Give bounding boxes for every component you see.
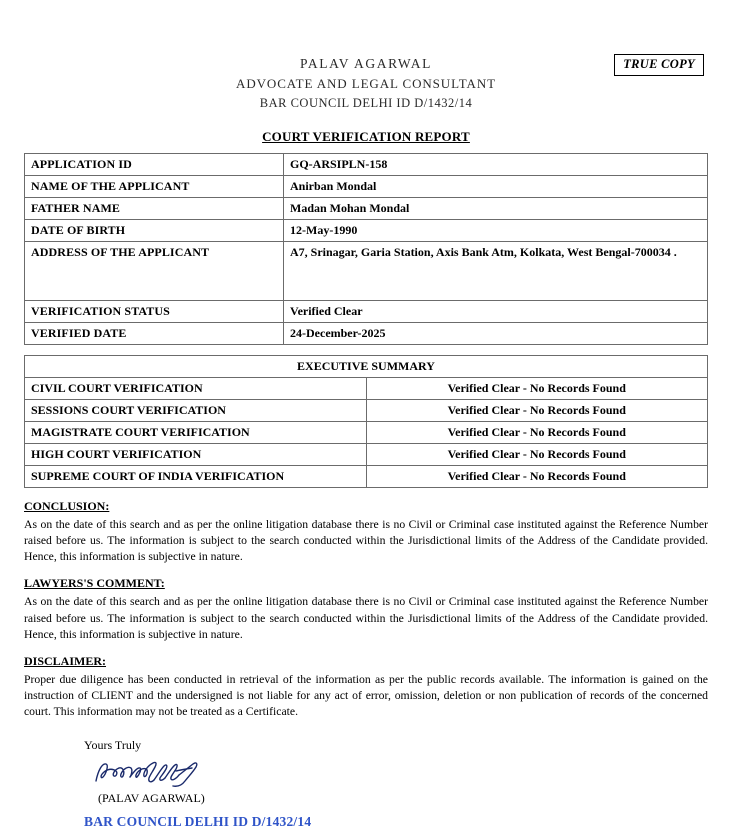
row-label: APPLICATION ID — [25, 154, 284, 176]
signature-block — [24, 738, 708, 830]
row-value: A7, Srinagar, Garia Station, Axis Bank Atm, Kolkata, West Bengal-700034 . — [284, 242, 708, 301]
summary-row-label: HIGH COURT VERIFICATION — [25, 444, 367, 466]
lawyers-comment-title: LAWYERS'S COMMENT: — [24, 576, 165, 591]
letterhead-bar-council-id: BAR COUNCIL DELHI ID D/1432/14 — [259, 96, 473, 110]
row-label: NAME OF THE APPLICANT — [25, 176, 284, 198]
row-value: GQ-ARSIPLN-158 — [284, 154, 708, 176]
true-copy-stamp: TRUE COPY — [614, 54, 704, 76]
row-value: 12-May-1990 — [284, 220, 708, 242]
row-value: 24-December-2025 — [284, 323, 708, 345]
summary-row-value: Verified Clear - No Records Found — [366, 422, 708, 444]
table-row — [25, 444, 708, 466]
table-row — [25, 198, 708, 220]
table-row — [25, 422, 708, 444]
summary-row-value: Verified Clear - No Records Found — [366, 378, 708, 400]
letterhead — [24, 56, 708, 111]
row-label: FATHER NAME — [25, 198, 284, 220]
disclaimer-title: DISCLAIMER: — [24, 653, 107, 668]
conclusion-section — [24, 499, 708, 565]
table-row — [25, 323, 708, 345]
table-row — [25, 378, 708, 400]
summary-row-value: Verified Clear - No Records Found — [366, 444, 708, 466]
executive-summary-table — [24, 355, 708, 488]
applicant-details-table — [24, 153, 708, 345]
advocate-role: ADVOCATE AND LEGAL CONSULTANT — [236, 76, 496, 91]
yours-truly-label: Yours Truly — [84, 738, 142, 753]
summary-row-label: SUPREME COURT OF INDIA VERIFICATION — [25, 466, 367, 488]
table-row — [25, 176, 708, 198]
conclusion-body: As on the date of this search and as per the online litigation database there is no Civil or Criminal case instituted against the Reference Number raised before us. The information is subject to the search conducted within the Jurisdictional limits of the Address of the Candidate provided. Hence, this information is subjective in nature. — [24, 518, 708, 564]
lawyers-comment-section — [24, 576, 708, 642]
row-label: VERIFIED DATE — [25, 323, 284, 345]
lawyers-comment-body: As on the date of this search and as per the online litigation database there is no Civil or Criminal case instituted against the Reference Number raised before us. The information is subject to the search conducted within the Jurisdictional limits of the Address of the Candidate provided. Hence, this information is subjective in nature. — [24, 595, 708, 641]
table-row — [25, 400, 708, 422]
signature-name: (PALAV AGARWAL) — [98, 791, 205, 806]
row-value: Anirban Mondal — [284, 176, 708, 198]
table-row — [25, 220, 708, 242]
row-label: ADDRESS OF THE APPLICANT — [25, 242, 284, 301]
disclaimer-body: Proper due diligence has been conducted in retrieval of the information as per the public records available. The information is gained on the instruction of CLIENT and the undersigned is not liable for any act of error, omission, deletion or non publication of records of the concerned court. This information may not be treated as a Certificate. — [24, 672, 708, 719]
summary-row-label: MAGISTRATE COURT VERIFICATION — [25, 422, 367, 444]
summary-row-label: CIVIL COURT VERIFICATION — [25, 378, 367, 400]
page-title: COURT VERIFICATION REPORT — [262, 129, 470, 144]
disclaimer-section — [24, 654, 708, 720]
table-row — [25, 154, 708, 176]
table-header-row — [25, 356, 708, 378]
summary-heading: EXECUTIVE SUMMARY — [25, 356, 708, 378]
conclusion-title: CONCLUSION: — [24, 499, 110, 513]
row-value: Madan Mohan Mondal — [284, 198, 708, 220]
advocate-name: PALAV AGARWAL — [300, 56, 432, 71]
table-row — [25, 301, 708, 323]
row-value: Verified Clear — [284, 301, 708, 323]
handwritten-signature-icon — [92, 755, 202, 789]
row-label: VERIFICATION STATUS — [25, 301, 284, 323]
row-label: DATE OF BIRTH — [25, 220, 284, 242]
table-row — [25, 242, 708, 301]
summary-row-value: Verified Clear - No Records Found — [366, 400, 708, 422]
table-row — [25, 466, 708, 488]
summary-row-value: Verified Clear - No Records Found — [366, 466, 708, 488]
signature-bar-council-id: BAR COUNCIL DELHI ID D/1432/14 — [84, 814, 312, 830]
summary-row-label: SESSIONS COURT VERIFICATION — [25, 400, 367, 422]
